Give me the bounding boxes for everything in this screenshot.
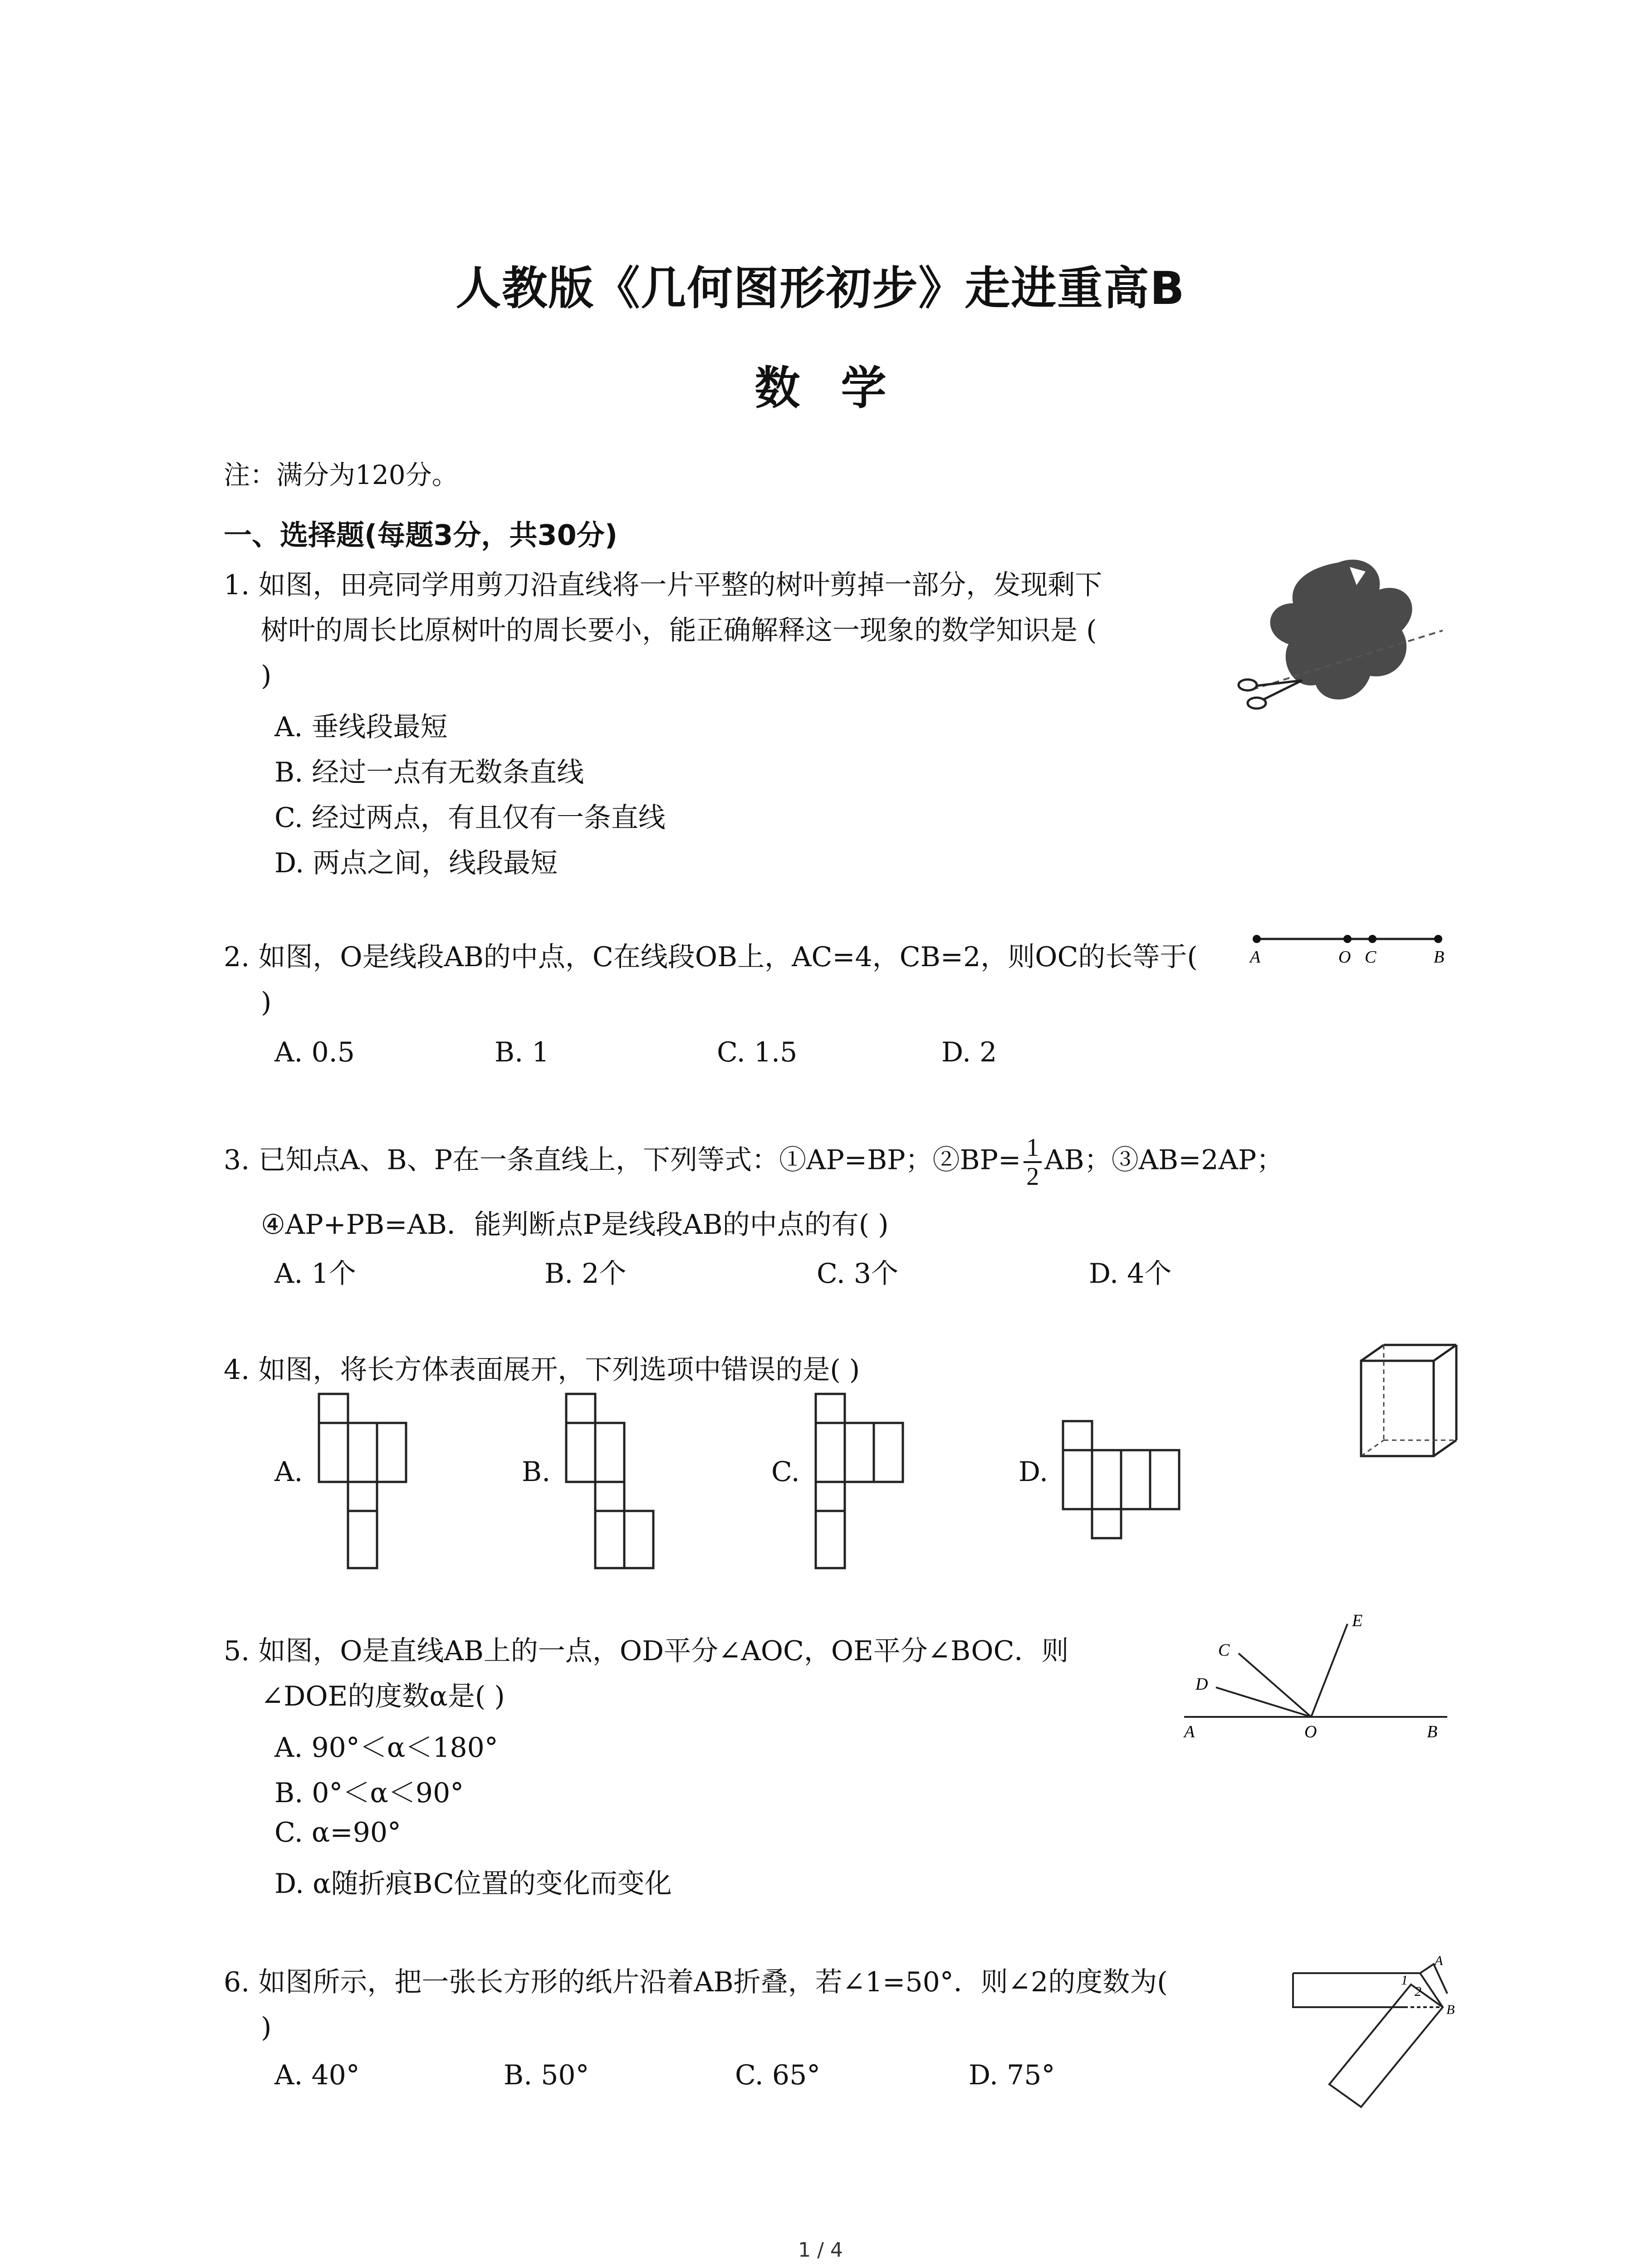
score-note: 注：满分为120分。 [224, 459, 458, 490]
q5-option-a: A. 90°＜α＜180° [274, 1732, 498, 1764]
q2-option-c: C. 1.5 [717, 1036, 798, 1068]
q5-option-b: B. 0°＜α＜90° [274, 1777, 464, 1809]
document-title: 人教版《几何图形初步》走进重高B [456, 262, 1185, 315]
cuboid-top-left-edge [1361, 1345, 1384, 1361]
q4-net-b [565, 1393, 656, 1569]
q2-option-d: D. 2 [941, 1036, 997, 1068]
label-a: A [1435, 1953, 1443, 1968]
label-a: A [1250, 948, 1261, 967]
q3-fraction [1024, 1134, 1042, 1190]
q5-option-c: C. α=90° [274, 1817, 402, 1848]
q3-stem-suffix: AB；③AB=2AP； [1044, 1144, 1284, 1176]
leaf-shape [1270, 560, 1412, 699]
q6-stem-line2: ) [261, 2012, 272, 2043]
q2-option-a: A. 0.5 [274, 1036, 355, 1068]
q4-net-c [814, 1393, 905, 1569]
q6-option-b: B. 50° [504, 2059, 589, 2091]
cuboid-top-right-edge [1434, 1345, 1456, 1361]
point-a [1253, 935, 1261, 943]
ray-oe [1311, 1624, 1347, 1717]
point-o [1343, 935, 1352, 943]
label-a: A [1184, 1722, 1195, 1741]
angle-2-label: 2 [1415, 1984, 1421, 1999]
q6-option-a: A. 40° [274, 2059, 360, 2091]
q1-option-d: D. 两点之间，线段最短 [274, 847, 558, 879]
q4-cuboid-figure [1357, 1343, 1461, 1461]
label-c: C [1218, 1641, 1230, 1660]
q1-stem-line1: 1. 如图，田亮同学用剪刀沿直线将一片平整的树叶剪掉一部分，发现剩下 [224, 569, 1102, 601]
point-b [1434, 935, 1442, 943]
q6-fold-figure [1288, 1950, 1461, 2114]
label-o: O [1338, 948, 1351, 967]
q2-stem-line2: ) [261, 987, 272, 1018]
fraction-denominator: 2 [1026, 1163, 1039, 1191]
q3-stem-prefix: 3. 已知点A、B、P在一条直线上，下列等式：①AP=BP；②BP= [224, 1144, 1021, 1176]
label-o: O [1304, 1722, 1317, 1741]
q1-leaf-figure [1234, 553, 1452, 717]
fraction-numerator: 1 [1024, 1134, 1042, 1163]
section-heading-choice: 一、选择题(每题3分，共30分) [224, 518, 618, 552]
q4-option-d-label: D. [1019, 1456, 1048, 1488]
label-c: C [1365, 948, 1376, 967]
q6-stem-line1: 6. 如图所示，把一张长方形的纸片沿着AB折叠，若∠1=50°．则∠2的度数为( [224, 1966, 1168, 1998]
q4-stem-line1: 4. 如图，将长方体表面展开，下列选项中错误的是( ) [224, 1354, 860, 1386]
q2-option-b: B. 1 [495, 1036, 549, 1068]
q1-option-c: C. 经过两点，有且仅有一条直线 [274, 802, 666, 834]
q4-net-a [318, 1393, 408, 1569]
q2-segment-figure [1243, 925, 1452, 975]
q1-option-a: A. 垂线段最短 [274, 711, 448, 743]
document-subtitle: 数学 [754, 362, 927, 415]
label-d: D [1195, 1675, 1208, 1694]
q6-option-c: C. 65° [735, 2059, 821, 2091]
q5-stem-line2: ∠DOE的度数α是( ) [261, 1681, 505, 1712]
cuboid-bottom-right-edge [1434, 1440, 1456, 1456]
label-b: B [1446, 2002, 1455, 2017]
q3-stem-line1 [224, 1134, 1283, 1190]
strip-bottom [1293, 1973, 1404, 2007]
q4-net-d [1062, 1420, 1184, 1542]
q3-option-c: C. 3个 [817, 1258, 899, 1290]
page-number: 1 / 4 [798, 2239, 843, 2262]
label-b: B [1427, 1722, 1438, 1741]
ray-od [1216, 1687, 1311, 1717]
q1-stem-line3: ) [261, 660, 272, 692]
ray-oc [1239, 1653, 1311, 1717]
point-c [1368, 935, 1376, 943]
q4-option-b-label: B. [522, 1456, 551, 1488]
label-e: E [1352, 1611, 1363, 1630]
q2-stem-line1: 2. 如图，O是线段AB的中点，C在线段OB上，AC=4，CB=2，则OC的长等于( [224, 941, 1198, 973]
q1-stem-line2: 树叶的周长比原树叶的周长要小，能正确解释这一现象的数学知识是 ( [261, 615, 1097, 646]
q1-option-b: B. 经过一点有无数条直线 [274, 757, 584, 788]
q3-option-b: B. 2个 [544, 1258, 627, 1290]
scissors-icon [1239, 679, 1302, 709]
cuboid-front-face [1361, 1361, 1434, 1456]
q5-option-d: D. α随折痕BC位置的变化而变化 [274, 1868, 672, 1900]
q3-option-d: D. 4个 [1089, 1258, 1172, 1290]
q5-angle-figure [1180, 1606, 1452, 1746]
q6-option-d: D. 75° [969, 2059, 1055, 2091]
q3-stem-line2: ④AP+PB=AB．能判断点P是线段AB的中点的有( ) [261, 1209, 889, 1241]
q3-option-a: A. 1个 [274, 1258, 356, 1290]
q5-stem-line1: 5. 如图，O是直线AB上的一点，OD平分∠AOC，OE平分∠BOC．则 [224, 1635, 1069, 1667]
folded-strip [1329, 1984, 1443, 2107]
angle-1-label: 1 [1401, 1973, 1408, 1988]
q4-option-c-label: C. [771, 1456, 800, 1488]
label-b: B [1434, 948, 1445, 967]
q4-option-a-label: A. [274, 1456, 303, 1488]
